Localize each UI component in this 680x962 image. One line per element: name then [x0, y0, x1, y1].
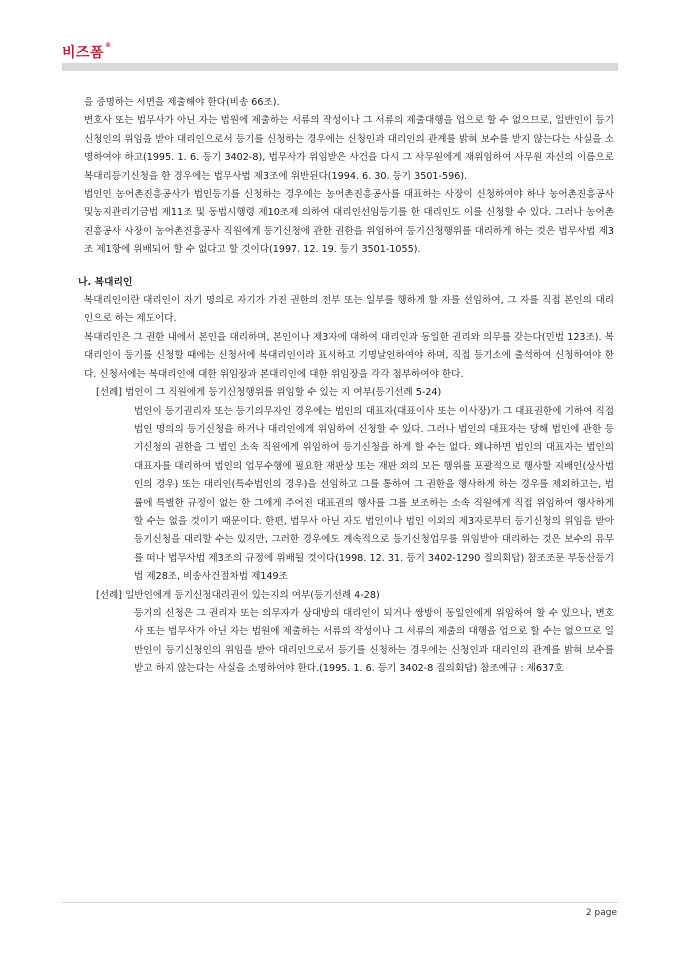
precedent-block — [96, 384, 614, 586]
page-number: 2 page — [585, 908, 617, 918]
paragraph: 복대리인은 그 권한 내에서 본인을 대리하며, 본인이나 제3자에 대하여 대리인과 동일한 권리와 의무를 갖는다(민법 123조). 복대리인이 등기를 신청할 때에는 신청서에 복대리인이라 표시하고 기명날인하여야 하며, 직접 등기소에 출석하여 신청하여야 한다. 신청서에는 복대리인에 대한 위임장과 본대리인에 대한 위임장을 각각 첨부하여야 한다. — [84, 331, 614, 380]
precedent-block — [96, 587, 614, 679]
header-bar — [62, 63, 618, 71]
precedent-body: 등기의 신청은 그 권리자 또는 의무자가 상대방의 대리인이 되거나 쌍방이 동일인에게 위임하여 할 수 있으나, 변호사 또는 법무사가 아닌 자는 법원에 제출하는 서류의 작성이나 그 서류의 제출의 대행을 업으로 할 수는 없으므로 일반인이 등기신청인의 위임을 받아 대리인으로서 등기를 신청하는 경우에는 신청인과 대리인의 관계를 밝혀 보수를 받고 하지 않는다는 사실을 소명하여야 한다.(1995. 1. 6. 등기 3402-8 질의회답) 참조예규 : 제637호 — [134, 607, 614, 675]
registered-mark: ® — [105, 42, 112, 49]
precedent-title: [선례] 법인이 그 직원에게 등기신청행위를 위임할 수 있는 지 여부(등기선례 5-24) — [96, 387, 442, 399]
precedent-title: [선례] 일반인에게 등기신청대리권이 있는지의 여부(등기선례 4-28) — [96, 589, 380, 601]
paragraph: 복대리인이란 대리인이 자기 명의로 자기가 가진 권한의 전부 또는 일부를 행하게 할 자를 선임하여, 그 자를 직접 본인의 대리인으로 하는 제도이다. — [84, 295, 614, 325]
precedent-body: 법인이 등기권리자 또는 등기의무자인 경우에는 법인의 대표자(대표이사 또는 이사장)가 그 대표권한에 기하여 직접 법인 명의의 등기신청을 하거나 대리인에게 위임하여 신청할 수 있다. 그러나 법인의 대표자는 당해 법인에 관한 등기신청의 권한을 그 법인 소속 직원에게 위임하여 등기신청을 하게 할 수는 없다. 왜냐하면 법인의 대표자는 법인의 대표자를 대리하여 법인의 업무수행에 필요한 재판상 또는 재판 외의 모든 행위를 포괄적으로 행사할 지배인(상사법인의 경우) 또는 대리인(특수법인의 경우)을 선임하고 그를 통하여 그 권한을 행사하게 하는 경우를 제외하고는, 법률에 특별한 규정이 없는 한 그에게 주어진 대표권의 행사를 그를 보조하는 소속 직원에게 직접 위임하여 행사하게 할 수는 없을 것이기 때문이다. 한편, 법무사 아닌 자도 법인이나 법인 이외의 제3자로부터 등기신청의 위임을 받아 등기신청을 대리할 수는 있지만, 그러한 경우에도 계속적으로 등기신청업무를 위임받아 대리하는 것은 보수의 유무를 떠나 법무사법 제3조의 규정에 위배될 것이다(1998. 12. 31. 등기 3402-1290 질의회답) 참조조문 부동산등기법 제28조, 비송사건절차법 제149조 — [134, 405, 614, 583]
document-body — [78, 94, 614, 679]
paragraph: 법인인 농어촌진흥공사가 법인등기를 신청하는 경우에는 농어촌진흥공사를 대표하는 사장이 신청하여야 하나 농어촌진흥공사및농지관리기금법 제11조 및 동법시행령 제10조제 의하여 대리인선임등기를 한 대리인도 이를 신청할 수 있다. 그러나 농어촌진흥공사 사장이 농어촌진흥공사 직원에게 등기신청에 관한 권한을 위임하여 등기신청행위를 대리하게 하는 것은 법무사법 제3조 제1항에 위배되어 할 수 없다고 할 것이다(1997. 12. 19. 등기 3501-1055). — [84, 189, 614, 256]
paragraph: 변호사 또는 법무사가 아닌 자는 법원에 제출하는 서류의 작성이나 그 서류의 제출대행을 업으로 할 수 없으므로, 일반인이 등기신청인의 위임을 받아 대리인으로서 등기를 신청하는 경우에는 신청인과 대리인의 관계를 밝혀 보수를 받지 않는다는 사실을 소명하여야 하고(1995. 1. 6. 등기 3402-8), 법무사가 위임받은 사건을 다시 그 사무원에게 재위임하여 사무원 자신의 이름으로 복대리등기신청을 한 경우에는 법무사법 제3조에 위반된다(1994. 6. 30. 등기 3501-596). — [84, 115, 614, 182]
footer-divider — [62, 902, 618, 903]
paragraph: 을 증명하는 서면을 제출해야 한다(비송 66조). — [84, 97, 280, 108]
bizform-logo — [62, 42, 112, 62]
section-heading: 나. 복대리인 — [78, 276, 133, 288]
logo-text: 비즈폼 — [62, 45, 105, 61]
